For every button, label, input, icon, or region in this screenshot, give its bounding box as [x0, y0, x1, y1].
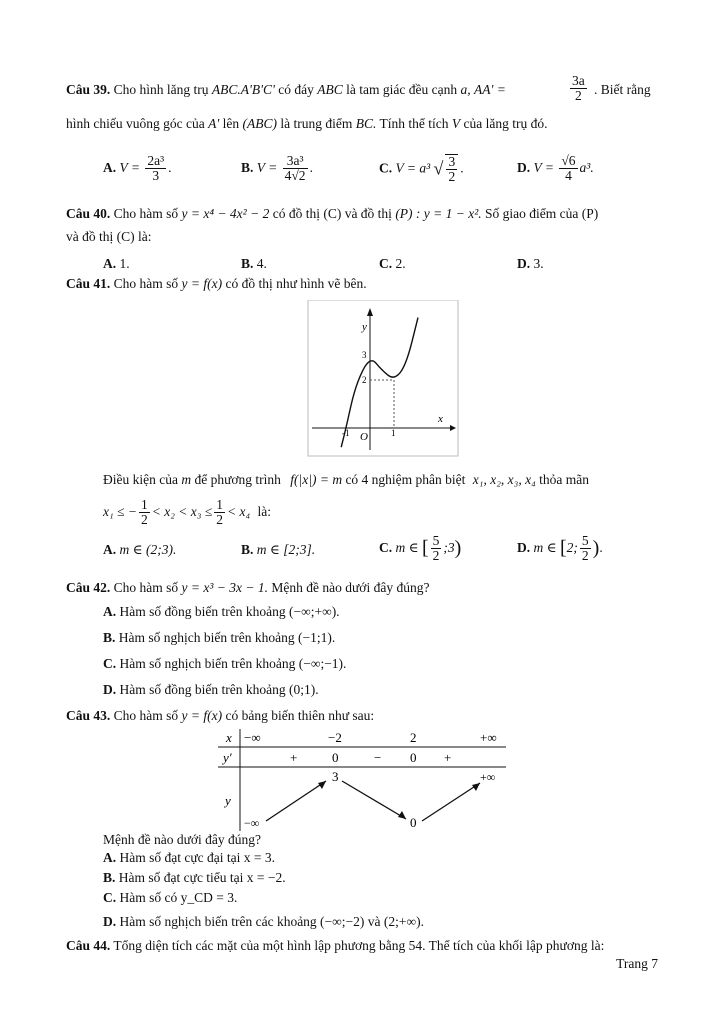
- q39-text: Tính thể tích: [379, 116, 449, 131]
- q40-text: Cho hàm số: [113, 206, 179, 221]
- q42-option-d[interactable]: [103, 682, 319, 698]
- option-key: C.: [379, 256, 393, 271]
- q41-text: có đồ thị như hình vẽ bên.: [225, 276, 367, 291]
- option-key: D.: [517, 159, 531, 175]
- table-y-val: +∞: [480, 770, 496, 784]
- frac-num: 5: [432, 533, 440, 548]
- option-key: D.: [103, 914, 117, 929]
- arrow-up-icon: [422, 783, 480, 821]
- arrow-down-icon: [342, 781, 406, 819]
- option-val: Hàm số có y_CD = 3.: [119, 890, 238, 905]
- frac-den: 3: [152, 168, 160, 184]
- q44-line1: [66, 938, 604, 954]
- option-val: Hàm số nghịch biến trên khoảng (−∞;−1).: [119, 656, 347, 671]
- q41-line1: [66, 276, 367, 292]
- q43-prompt: Mệnh đề nào dưới đây đúng?: [103, 832, 262, 847]
- frac-den: 2: [448, 169, 456, 185]
- q39-text: của lăng trụ đó.: [463, 116, 548, 131]
- q39-prism: ABC.A'B'C': [211, 82, 275, 97]
- q39-text: là trung điểm: [280, 116, 353, 131]
- q41-option-d[interactable]: D. m ∈ [2; $\frac{5}{2}$ ).: [517, 533, 603, 564]
- q42-option-c[interactable]: [103, 656, 346, 672]
- option-val: Hàm số nghịch biến trên các khoảng (−∞;−2) và (2;+∞).: [119, 914, 425, 929]
- option-key: B.: [241, 159, 254, 175]
- page-number: Trang 7: [616, 956, 658, 971]
- q44-text: Tổng diện tích các mặt của một hình lập phương bằng 54. Thể tích của khối lập phương là:: [113, 938, 605, 953]
- frac-num: 3a³: [283, 154, 308, 169]
- frac-den: 4: [565, 168, 572, 184]
- table-yp-val: 0: [332, 750, 339, 765]
- option-key: A.: [103, 850, 117, 865]
- q42-func: y = x³ − 3x − 1.: [181, 580, 269, 595]
- q39-option-b[interactable]: [241, 154, 313, 183]
- option-key: D.: [103, 682, 117, 697]
- q41-option-c[interactable]: C. m ∈ [ $\frac{5}{2}$ ;3): [379, 533, 462, 564]
- q39-plane: (ABC): [242, 116, 277, 131]
- q41-ineq: [103, 498, 271, 527]
- q40-option-a[interactable]: [103, 256, 130, 272]
- q40-line2: và đồ thị (C) là:: [66, 229, 152, 244]
- q39-option-d[interactable]: [517, 154, 594, 183]
- frac-den: 2: [581, 548, 589, 564]
- q39-option-a[interactable]: [103, 154, 172, 183]
- frac-num: 2a³: [147, 153, 165, 168]
- q39-text: hình chiếu vuông góc của: [66, 116, 205, 131]
- x-axis-arrow-icon: [450, 425, 456, 431]
- q39-a: a,: [460, 82, 471, 97]
- q41-option-b[interactable]: [241, 542, 315, 558]
- y-axis-label: y: [362, 321, 367, 333]
- q39-base: ABC: [317, 82, 343, 97]
- q41-func: y = f(x): [181, 276, 223, 291]
- table-yp-label: y': [223, 750, 232, 765]
- option-tail: a³.: [579, 159, 594, 175]
- frac-den: 2: [140, 512, 148, 528]
- q43-text: Cho hàm số: [113, 708, 179, 723]
- tick-y-3: 3: [362, 350, 367, 360]
- tick-y-2: 2: [362, 375, 367, 385]
- q39-line2: [66, 116, 547, 132]
- q39-option-c[interactable]: [379, 154, 464, 184]
- q39-bc: BC.: [355, 116, 377, 131]
- table-yp-val: 0: [410, 750, 417, 765]
- frac-num: 1: [140, 497, 148, 512]
- option-key: C.: [379, 160, 393, 176]
- q43-text: có bảng biến thiên như sau:: [225, 708, 375, 723]
- frac-num: 3: [448, 154, 456, 169]
- table-y-val: 0: [410, 815, 417, 830]
- option-key: A.: [103, 542, 117, 557]
- table-x-val: −2: [328, 730, 342, 745]
- q41-text: là:: [257, 503, 272, 519]
- table-y-val: −∞: [244, 816, 260, 830]
- q40-p: (P) : y = 1 − x².: [395, 206, 482, 221]
- frac-num: 5: [581, 533, 589, 548]
- q39-line1: [66, 82, 506, 98]
- table-y-val: 3: [332, 769, 339, 784]
- q42-line1: [66, 580, 429, 596]
- option-key: D.: [517, 256, 531, 271]
- q41-cond: [103, 472, 589, 488]
- frac-den: 2: [216, 512, 223, 528]
- option-key: C.: [103, 890, 117, 905]
- q43-label: Câu 43.: [66, 708, 111, 723]
- option-expr: V =: [256, 159, 281, 175]
- table-x-val: −∞: [244, 730, 261, 745]
- q43-option-a[interactable]: [103, 850, 275, 866]
- table-y-label: y: [225, 793, 231, 808]
- option-val: Hàm số nghịch biến trên khoảng (−1;1).: [118, 630, 336, 645]
- q39-frac-den: 2: [575, 88, 582, 104]
- option-val: Hàm số đồng biến trên khoảng (−∞;+∞).: [119, 604, 340, 619]
- graph-frame: [308, 300, 458, 456]
- option-val: Hàm số đồng biến trên khoảng (0;1).: [119, 682, 319, 697]
- q40-text: có đồ thị (C) và đồ thị: [272, 206, 392, 221]
- sqrt-icon: √: [433, 158, 444, 179]
- q43-option-c[interactable]: [103, 890, 237, 906]
- option-val: 3.: [533, 256, 544, 271]
- q43-func: y = f(x): [181, 708, 223, 723]
- tick-x-1: 1: [391, 428, 396, 438]
- q39-frac-num: 3a: [572, 73, 585, 88]
- q41-option-a[interactable]: [103, 542, 176, 558]
- q39-text: là tam giác đều cạnh: [346, 82, 458, 97]
- option-val: m ∈ [2;3].: [256, 542, 316, 557]
- ineq-part: x₁ ≤ −: [103, 503, 137, 519]
- q40-label: Câu 40.: [66, 206, 111, 221]
- frac-den: 4√2: [284, 168, 306, 184]
- option-key: A.: [103, 604, 117, 619]
- option-key: B.: [241, 542, 254, 557]
- option-val: m ∈ (2;3).: [119, 542, 177, 557]
- q42-text: Cho hàm số: [113, 580, 179, 595]
- option-val: Hàm số đạt cực đại tại x = 3.: [119, 850, 276, 865]
- q43-line1: [66, 708, 374, 724]
- q39-text: có đáy: [278, 82, 314, 97]
- q39-v: V: [451, 116, 461, 131]
- q42-label: Câu 42.: [66, 580, 111, 595]
- option-expr: V =: [533, 159, 558, 175]
- x-axis-label: x: [438, 413, 443, 425]
- q41-text: thỏa mãn: [539, 472, 590, 487]
- q41-text: có 4 nghiệm phân biệt: [345, 472, 466, 487]
- q42-text: Mệnh đề nào dưới đây đúng?: [271, 580, 430, 595]
- q41-text: Điều kiện của: [103, 472, 178, 487]
- q39-text: lên: [222, 116, 240, 131]
- q40-line1: [66, 206, 598, 222]
- q41-roots: x₁, x₂, x₃, x₄: [472, 472, 536, 487]
- q41-graph: [300, 300, 460, 460]
- q39-text: Cho hình lăng trụ: [113, 82, 209, 97]
- option-expr: V = a³: [395, 160, 431, 176]
- table-yp-val: +: [290, 750, 298, 765]
- table-x-val: +∞: [480, 730, 497, 745]
- q44-label: Câu 44.: [66, 938, 111, 953]
- option-tail: .: [168, 159, 172, 175]
- q39-aa: AA' =: [473, 82, 506, 97]
- frac-den: 2: [432, 548, 440, 564]
- q39-label: Câu 39.: [66, 82, 111, 97]
- q41-eq: f(|x|) = m: [290, 472, 343, 487]
- option-key: B.: [103, 870, 116, 885]
- frac-num: √6: [561, 153, 576, 168]
- q41-m: m: [181, 472, 192, 487]
- q41-label: Câu 41.: [66, 276, 111, 291]
- q40-option-b[interactable]: [241, 256, 267, 272]
- table-yp-val: +: [444, 750, 452, 765]
- q43-option-b[interactable]: [103, 870, 286, 886]
- ineq-part: < x₂ < x₃ ≤: [151, 503, 213, 519]
- frac-num: 1: [216, 497, 223, 512]
- q40-text: Số giao điểm của (P): [485, 206, 599, 221]
- option-val: 1.: [119, 256, 130, 271]
- q39-aprime: A': [208, 116, 220, 131]
- option-key: A.: [103, 256, 117, 271]
- arrow-up-icon: [266, 781, 326, 821]
- option-tail: .: [309, 159, 313, 175]
- option-key: B.: [241, 256, 254, 271]
- table-x-label: x: [226, 730, 232, 745]
- q42-option-b[interactable]: [103, 630, 335, 646]
- option-val: 2.: [395, 256, 406, 271]
- origin-label: O: [360, 431, 368, 443]
- y-axis-arrow-icon: [367, 308, 373, 316]
- q43-option-d[interactable]: [103, 914, 424, 930]
- q41-text: Cho hàm số: [113, 276, 179, 291]
- q40-option-d[interactable]: [517, 256, 544, 272]
- option-expr: V =: [119, 159, 144, 175]
- q41-text: để phương trình: [194, 472, 281, 487]
- table-yp-val: −: [374, 750, 382, 765]
- tick-x-neg1: -1: [342, 428, 350, 438]
- table-x-val: 2: [410, 730, 417, 745]
- q40-func: y = x⁴ − 4x² − 2: [181, 206, 270, 221]
- option-key: A.: [103, 159, 117, 175]
- ineq-part: < x₄: [226, 503, 251, 519]
- q40-option-c[interactable]: [379, 256, 406, 272]
- option-tail: .: [460, 160, 464, 176]
- q39-frac: [568, 74, 589, 103]
- q43-variation-table: [218, 727, 508, 833]
- q42-option-a[interactable]: [103, 604, 340, 620]
- option-val: Hàm số đạt cực tiểu tại x = −2.: [118, 870, 286, 885]
- option-key: B.: [103, 630, 116, 645]
- option-val: 4.: [256, 256, 267, 271]
- q39-line1-tail: . Biết rằng: [594, 82, 651, 97]
- option-key: C.: [103, 656, 117, 671]
